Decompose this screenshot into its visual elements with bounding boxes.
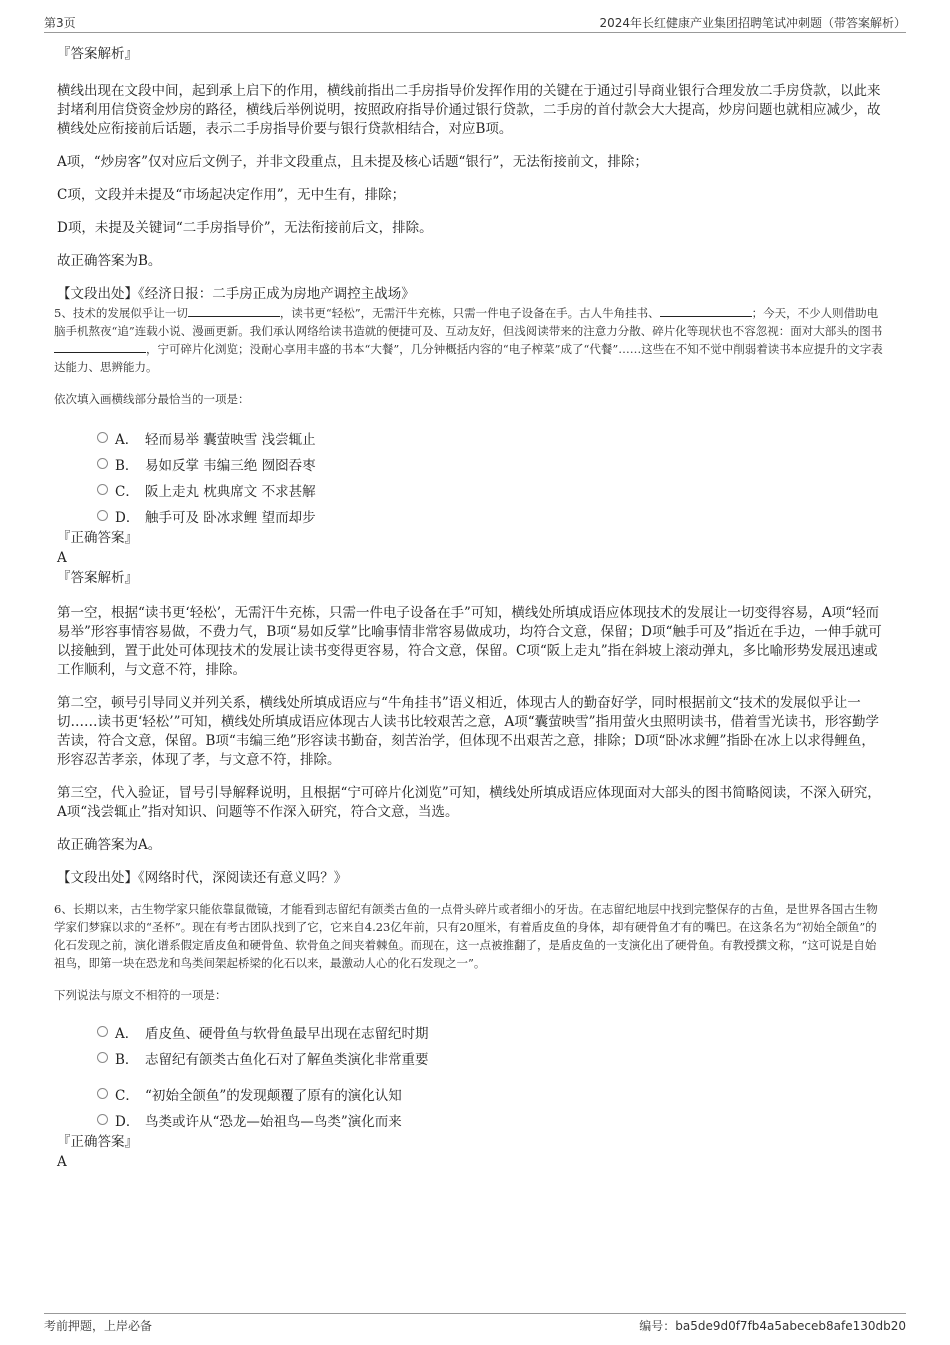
page-header: [44, 12, 906, 33]
q6-option-c[interactable]: C． “初始全颌鱼”的发现颠覆了原有的演化认知: [57, 1080, 887, 1106]
document-title: 2024年长红健康产业集团招聘笔试冲刺题（带答案解析）: [599, 16, 906, 30]
question-5-prompt: 依次填入画横线部分最恰当的一项是：: [54, 392, 250, 406]
radio-icon[interactable]: [97, 432, 108, 443]
q5-option-c[interactable]: C． 阪上走丸 枕典席文 不求甚解: [57, 476, 887, 502]
correct-answer-value: A: [57, 1154, 67, 1170]
question-6-prompt: 下列说法与原文不相符的一项是：: [54, 988, 227, 1002]
analysis-label: 『答案解析』: [57, 46, 138, 62]
radio-icon[interactable]: [97, 1052, 108, 1063]
analysis-label: 『答案解析』: [57, 570, 138, 586]
radio-icon[interactable]: [97, 484, 108, 495]
answer-sentence: 故正确答案为A。: [57, 837, 162, 853]
analysis-option-a: A项，“炒房客”仅对应后文例子，并非文段重点，且未提及核心话题“银行”，无法衔接前文，排除；: [57, 154, 648, 170]
radio-icon[interactable]: [97, 510, 108, 521]
correct-answer-label: 『正确答案』: [57, 1134, 138, 1150]
correct-answer-label: 『正确答案』: [57, 530, 138, 546]
page-number: 第3页: [44, 16, 76, 30]
analysis-option-c: C项，文段并未提及“市场起决定作用”，无中生有，排除；: [57, 187, 406, 203]
analysis-option-d: D项，未提及关键词“二手房指导价”，无法衔接前后文，排除。: [57, 220, 433, 236]
q5-option-b[interactable]: B． 易如反掌 韦编三绝 囫囵吞枣: [57, 450, 887, 476]
q5-option-d[interactable]: D． 触手可及 卧冰求鲤 望而却步: [57, 502, 887, 528]
analysis-paragraph-2: 第二空，顿号引导同义并列关系，横线处所填成语应与“牛角挂书”语义相近，体现古人的勤奋好学，同时根据前文“技术的发展似乎让一切……读书更‘轻松’”可知，横线处所填成语应体现古人读书比较艰苦之意，A项“囊萤映雪”指用萤火虫照明读书，借着雪光读书，形容勤学苦读，符合文意，保留。B项“韦编三绝”形容读书勤奋，刻苦治学，但体现不出艰苦之意，排除；D项“卧冰求鲤”指卧在冰上以求得鲤鱼，形容忍苦孝亲，体现了孝，与文意不符，排除。: [57, 695, 880, 768]
q6-option-b[interactable]: B． 志留纪有颌类古鱼化石对了解鱼类演化非常重要: [57, 1044, 887, 1070]
page-content: [54, 44, 887, 1172]
question-5-stem: 5、技术的发展似乎让一切 ，读书更“轻松”，无需汗牛充栋，只需一件电子设备在手。古人牛角挂书、 ；今天，不少人则借助电脑手机熬夜“追”连载小说、漫画更新。我们承认网络给读书造就的便捷可及、互动友好，但浅阅读带来的注意力分散、碎片化等现状也不容忽视：面对大部头的图书，宁可碎片化浏览；没耐心享用丰盛的书本“大餐”，几分钟概括内容的“电子榨菜”成了“代餐”……这些在不知不觉中削弱着读书本应提升的文字表达能力、思辨能力。: [54, 306, 883, 374]
q6-option-d[interactable]: D． 鸟类或许从“恐龙—始祖鸟—鸟类”演化而来: [57, 1106, 887, 1132]
page-footer: [44, 1313, 906, 1336]
source-citation: 【文段出处】《经济日报：二手房正成为房地产调控主战场》: [57, 286, 415, 302]
document-id: 编号：ba5de9d0f7fb4a5abeceb8afe130db20: [639, 1319, 906, 1333]
answer-sentence: 故正确答案为B。: [57, 253, 162, 269]
analysis-paragraph-1: 第一空，根据“读书更‘轻松’，无需汗牛充栋，只需一件电子设备在手”可知，横线处所填成语应体现技术的发展让一切变得容易，A项“轻而易举”形容事情容易做，不费力气，B项“易如反掌”比喻事情非常容易做成功，均符合文意，保留；D项“触手可及”指近在手边，一伸手就可以接触到，置于此处可体现技术的发展让读书变得更容易，符合文意，保留。C项“阪上走丸”指在斜坡上滚动弹丸，多比喻形势发展迅速或工作顺利，与文意不符，排除。: [57, 605, 882, 678]
fill-blank-1: [188, 304, 280, 317]
analysis-paragraph-3: 第三空，代入验证，冒号引导解释说明，且根据“宁可碎片化浏览”可知，横线处所填成语应体现面对大部头的图书简略阅读，不深入研究，A项“浅尝辄止”指对知识、问题等不作深入研究，符合文意，当选。: [57, 785, 881, 820]
fill-blank-2: [660, 304, 752, 317]
radio-icon[interactable]: [97, 1026, 108, 1037]
radio-icon[interactable]: [97, 458, 108, 469]
question-6-stem: 6、长期以来，古生物学家只能依靠鼠微镜，才能看到志留纪有颌类古鱼的一点骨头碎片或者细小的牙齿。在志留纪地层中找到完整保存的古鱼，是世界各国古生物学家们梦寐以求的“圣杯”。现在有考古团队找到了它，它来自4.23亿年前，只有20厘米，有着盾皮鱼的身体，却有硬骨鱼才有的嘴巴。在这条名为“初始全颌鱼”的化石发现之前，演化谱系假定盾皮鱼和硬骨鱼、软骨鱼之间夹着棘鱼。而现在，这一点被推翻了，是盾皮鱼的一支演化出了硬骨鱼。有教授撰文称，“这可说是自始祖鸟，即第一块在恐龙和鸟类间架起桥梁的化石以来，最激动人心的化石发现之一”。: [54, 902, 878, 970]
radio-icon[interactable]: [97, 1114, 108, 1125]
fill-blank-3: [54, 340, 146, 353]
q6-option-a[interactable]: A． 盾皮鱼、硬骨鱼与软骨鱼最早出现在志留纪时期: [57, 1018, 887, 1044]
q5-option-a[interactable]: A． 轻而易举 囊萤映雪 浅尝辄止: [57, 424, 887, 450]
radio-icon[interactable]: [97, 1088, 108, 1099]
source-citation: 【文段出处】《网络时代，深阅读还有意义吗？》: [57, 870, 348, 886]
correct-answer-value: A: [57, 550, 67, 566]
analysis-paragraph: 横线出现在文段中间，起到承上启下的作用，横线前指出二手房指导价发挥作用的关键在于通过引导商业银行合理发放二手房贷款，以此来封堵利用信贷资金炒房的路径，横线后举例说明，按照政府指导价通过银行贷款，二手房的首付款会大大提高，炒房问题也就相应减少，故横线处应衔接前后话题，表示二手房指导价要与银行贷款相结合，对应B项。: [57, 83, 881, 137]
footer-slogan: 考前押题，上岸必备: [44, 1319, 153, 1333]
